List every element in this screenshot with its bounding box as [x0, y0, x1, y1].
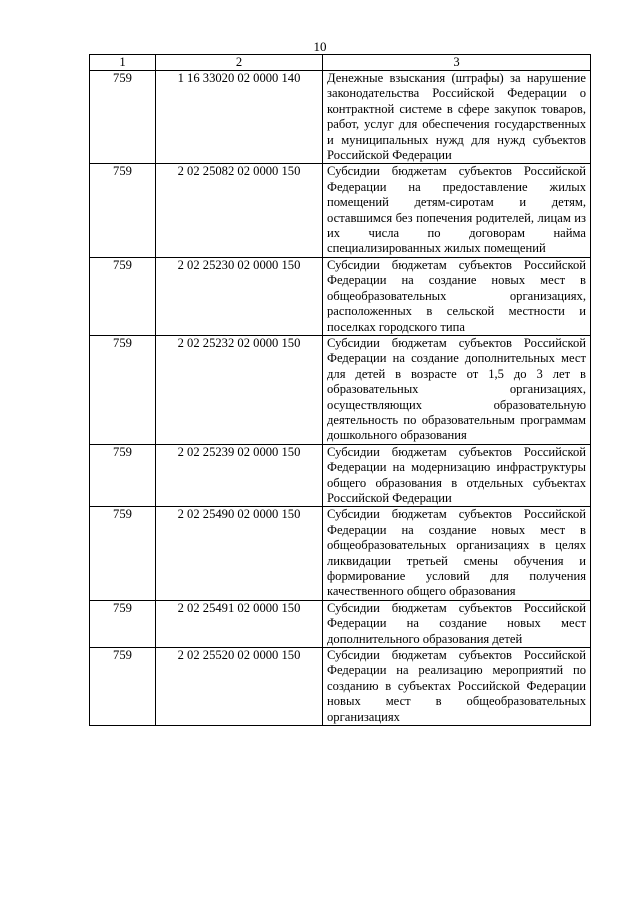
table-row: [90, 648, 591, 726]
revenue-name-cell: Денежные взыскания (штрафы) за нарушение законодательства Российской Федерации о контрактной системе в сфере закупок товаров, работ, услуг для обеспечения государственных и муниципальных нужд для нужд субъектов Российской Федерации: [323, 71, 591, 164]
table-row: [90, 164, 591, 257]
table-row: [90, 71, 591, 164]
budget-classification-code-cell: 2 02 25232 02 0000 150: [156, 335, 323, 444]
administrator-code-cell: 759: [90, 335, 156, 444]
administrator-code-cell: 759: [90, 648, 156, 726]
revenue-name-cell: Субсидии бюджетам субъектов Российской Федерации на создание дополнительных мест для детей в возрасте от 1,5 до 3 лет в образовательных организациях, осуществляющих образовательную деятельность по образовательным программам дошкольного образования: [323, 335, 591, 444]
budget-classification-code-cell: 2 02 25082 02 0000 150: [156, 164, 323, 257]
budget-classification-code-cell: 2 02 25239 02 0000 150: [156, 444, 323, 507]
table-row: [90, 507, 591, 600]
revenue-name-cell: Субсидии бюджетам субъектов Российской Федерации на создание новых мест в общеобразовательных организациях, расположенных в сельской местности и поселках городского типа: [323, 257, 591, 335]
administrator-code-cell: 759: [90, 164, 156, 257]
table-row: [90, 444, 591, 507]
revenue-name-cell: Субсидии бюджетам субъектов Российской Федерации на реализацию мероприятий по созданию в субъектах Российской Федерации новых мест в общеобразовательных организациях: [323, 648, 591, 726]
administrator-code-cell: 759: [90, 507, 156, 600]
revenue-name-cell: Субсидии бюджетам субъектов Российской Федерации на создание новых мест дополнительного образования детей: [323, 600, 591, 647]
budget-classification-code-cell: 2 02 25491 02 0000 150: [156, 600, 323, 647]
budget-classification-code-cell: 2 02 25230 02 0000 150: [156, 257, 323, 335]
page-number: 10: [313, 39, 327, 54]
budget-codes-table: [89, 54, 591, 726]
column-header-1: 1: [90, 55, 156, 71]
revenue-name-cell: Субсидии бюджетам субъектов Российской Федерации на предоставление жилых помещений детям-сиротам и детям, оставшимся без попечения родителей, лицам из их числа по договорам найма специализированных жилых помещений: [323, 164, 591, 257]
budget-classification-code-cell: 2 02 25490 02 0000 150: [156, 507, 323, 600]
budget-classification-code-cell: 2 02 25520 02 0000 150: [156, 648, 323, 726]
revenue-name-cell: Субсидии бюджетам субъектов Российской Федерации на модернизацию инфраструктуры общего образования в отдельных субъектах Российской Федерации: [323, 444, 591, 507]
administrator-code-cell: 759: [90, 444, 156, 507]
budget-classification-code-cell: 1 16 33020 02 0000 140: [156, 71, 323, 164]
column-header-3: 3: [323, 55, 591, 71]
column-header-2: 2: [156, 55, 323, 71]
table-row: [90, 600, 591, 647]
table-header-row: [90, 55, 591, 71]
revenue-name-cell: Субсидии бюджетам субъектов Российской Федерации на создание новых мест в общеобразовательных организациях в целях ликвидации третьей смены обучения и формирование условий для получения качественного общего образования: [323, 507, 591, 600]
administrator-code-cell: 759: [90, 600, 156, 647]
table-row: [90, 335, 591, 444]
table-row: [90, 257, 591, 335]
administrator-code-cell: 759: [90, 257, 156, 335]
administrator-code-cell: 759: [90, 71, 156, 164]
